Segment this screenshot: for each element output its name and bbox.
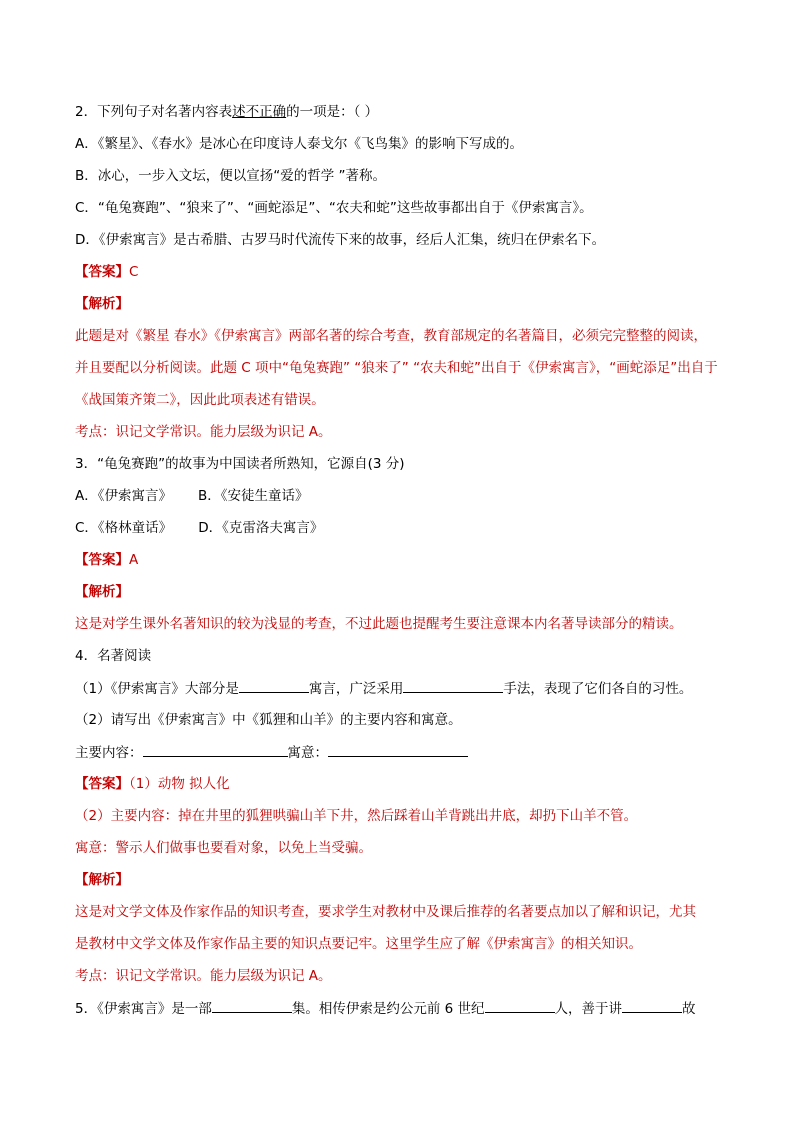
q4-part-2: （2）请写出《伊索寓言》中《狐狸和山羊》的主要内容和寓意。 [75,712,462,728]
answer-value: C [129,264,139,280]
q2-option-a: A．《繁星》、《春水》是冰心在印度诗人泰戈尔《飞鸟集》的影响下写成的。 [75,136,523,152]
q2-option-d: D．《伊索寓言》是古希腊、古罗马时代流传下来的故事，经后人汇集，统归在伊索名下。 [75,232,606,248]
q3-options-cd [75,518,725,538]
answer-tag: 【答案】 [75,264,129,280]
q3-option-a: A．《伊索寓言》 [75,488,172,504]
q2-stem: 2．下列句子对名著内容表述不正确的一项是：（ ） [75,104,379,120]
underlined-phrase: 述不正确 [232,104,287,120]
q4-analysis-line-1: 这是对文学文体及作家作品的知识考查，要求学生对教材中及课后推荐的名著要点加以了解和识记，尤其 [75,904,696,920]
q2-analysis-line-3: 《战国策齐策二》，因此此项表述有错误。 [75,392,325,408]
fill-blank [328,742,468,757]
q2-answer [75,262,725,282]
q4-stem: 4．名著阅读 [75,648,152,664]
q2-option-c: C．“龟兔赛跑”、“狼来了”、“画蛇添足”、“农夫和蛇”这些故事都出自于《伊索寓言》。 [75,200,593,216]
q3-option-d: D．《克雷洛夫寓言》 [198,520,324,536]
fill-blank [622,998,682,1013]
answer-tag: 【答案】 [75,776,129,792]
q3-analysis-line-1: 这是对学生课外名著知识的较为浅显的考查，不过此题也提醒考生要注意课本内名著导读部分的精读。 [75,616,683,632]
q4-answer: 【答案】（1）动物 拟人化 [75,776,230,792]
q5-stem: 5．《伊索寓言》是一部 集。相传伊索是约公元前 6 世纪 人，善于讲 故 [75,998,725,1019]
q4-exam-point: 考点：识记文学常识。能力层级为识记 A。 [75,968,332,984]
q4-analysis-tag: 【解析】 [75,872,129,888]
q4-answer-line-2: （2）主要内容：掉在井里的狐狸哄骗山羊下井，然后踩着山羊背跳出井底，却扔下山羊不管。 [75,808,638,824]
q2-analysis-line-1: 此题是对《繁星 春水》《伊索寓言》两部名著的综合考查，教育部规定的名著篇目，必须完完整整的阅读， [75,328,708,344]
q2-option-b: B．冰心，一步入文坛，便以宣扬“爱的哲学 ”著称。 [75,168,387,184]
answer-tag: 【答案】 [75,552,129,568]
q4-answer-line-3: 寓意：警示人们做事也要看对象，以免上当受骗。 [75,840,372,856]
q3-stem: 3．“龟兔赛跑”的故事为中国读者所熟知，它源自(3 分) [75,456,405,472]
q4-part-1: （1）《伊索寓言》大部分是 寓言，广泛采用 手法，表现了它们各自的习性。 [75,678,725,699]
q2-analysis-line-2: 并且要配以分析阅读。此题 C 项中“龟兔赛跑” “狼来了” “农夫和蛇”出自于《伊索寓言》，“画蛇添足”出自于 [75,360,718,376]
fill-blank [485,998,555,1013]
fill-blank [239,678,309,693]
q4-blanks: 主要内容： 寓意： [75,742,725,763]
q3-options-ab [75,486,725,506]
q2-analysis-tag: 【解析】 [75,296,129,312]
q2-exam-point: 考点：识记文学常识。能力层级为识记 A。 [75,424,332,440]
q4-analysis-line-2: 是教材中文学文体及作家作品主要的知识点要记牢。这里学生应了解《伊索寓言》的相关知识。 [75,936,642,952]
q3-option-b: B．《安徒生童话》 [198,488,309,504]
answer-value: A [129,552,139,568]
fill-blank [403,678,503,693]
q3-analysis-tag: 【解析】 [75,584,129,600]
fill-blank [143,742,288,757]
q3-answer [75,550,725,570]
q3-option-c: C．《格林童话》 [75,520,173,536]
fill-blank [212,998,292,1013]
